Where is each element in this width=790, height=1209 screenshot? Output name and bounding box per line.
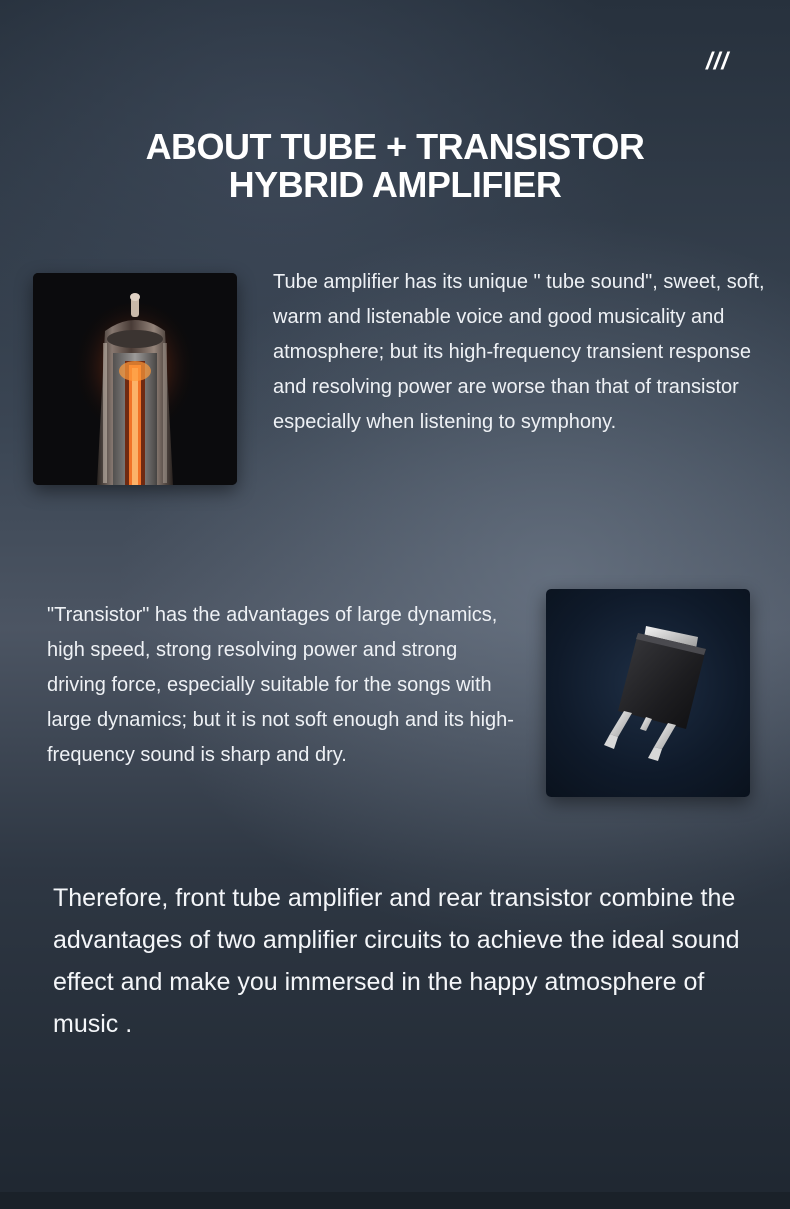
bottom-divider <box>0 1192 790 1209</box>
vacuum-tube-image <box>33 273 237 485</box>
conclusion-text: Therefore, front tube amplifier and rear transistor combine the advantages of two amplifier circuits to achieve the ideal sound effect and make you immersed in the happy atmosphere of music . <box>53 884 740 1038</box>
transistor-description: "Transistor" has the advantages of large dynamics, high speed, strong resolving power and strong driving force, especially suitable for the songs with large dynamics; but it is not soft enough and its high-frequency sound is sharp and dry. <box>47 604 514 766</box>
decorative-slashes: /// <box>706 48 730 75</box>
page-title-line-1: ABOUT TUBE + TRANSISTOR <box>145 126 645 167</box>
tube-description: Tube amplifier has its unique " tube sound", sweet, soft, warm and listenable voice and good musicality and atmosphere; but its high-frequency transient response and resolving power are worse than that of transistor especially when listening to symphony. <box>273 271 765 433</box>
transistor-chip-icon <box>546 589 750 797</box>
vacuum-tube-icon <box>33 273 237 485</box>
page-title <box>0 128 790 204</box>
transistor-chip-image <box>546 589 750 797</box>
page-title-line-2: HYBRID AMPLIFIER <box>228 164 562 205</box>
